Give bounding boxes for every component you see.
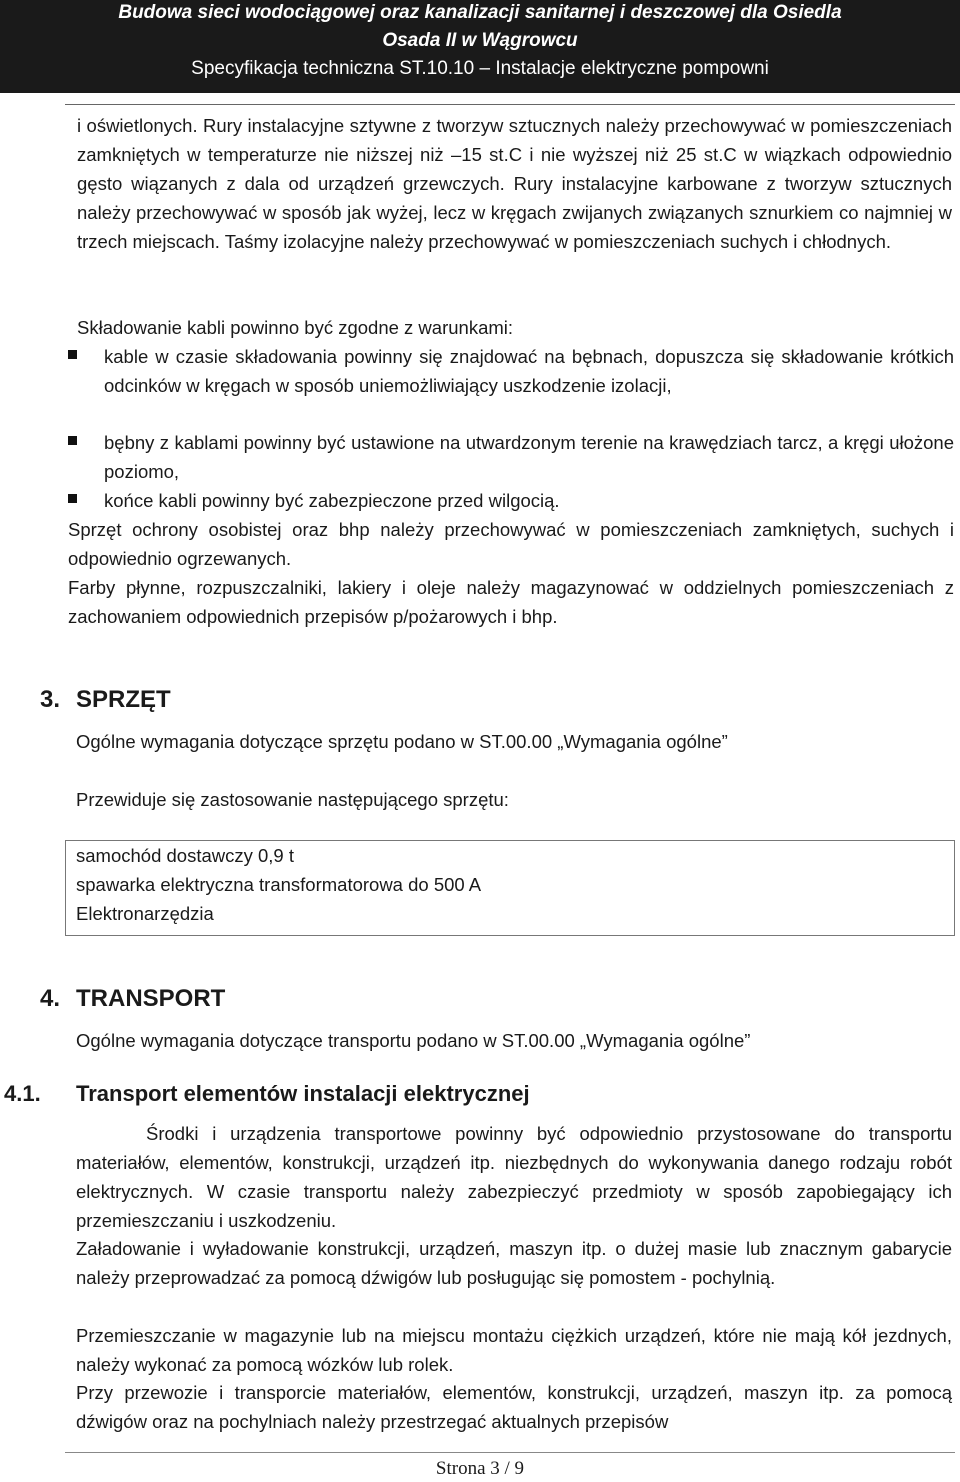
equipment-item: Elektronarzędzia [76, 903, 214, 924]
section-4-number: 4. [40, 985, 61, 1012]
header-project-title: Budowa sieci wodociągowej oraz kanalizacji sanitarnej i deszczowej dla Osiedla [118, 2, 842, 23]
equipment-intro: Przewiduje się zastosowanie następującego sprzętu: [76, 789, 509, 810]
transport-paragraph-1: Środki i urządzenia transportowe powinny być odpowiednio przystosowane do transportu materiałów, elementów, konstrukcji, urządzeń itp. niezbędnych do wykonywania danego rodzaju robót elektrycznych. W czasie transportu należy zabezpieczyć przedmioty w sposób zapobiegający ich przemieszczaniu i uszkodzeniu. [76, 1123, 952, 1231]
equipment-item: samochód dostawczy 0,9 t [76, 845, 294, 866]
subsection-4-1-title: Transport elementów instalacji elektrycznej [76, 1081, 530, 1106]
transport-paragraph-2: Załadowanie i wyładowanie konstrukcji, urządzeń, maszyn itp. o dużej masie lub znacznym gabarycie należy przeprowadzać za pomocą dźwigów lub posługując się pomostem - pochylnią. [76, 1238, 952, 1288]
bullet-square-icon [68, 436, 77, 445]
equipment-item: spawarka elektryczna transformatorowa do 500 A [76, 874, 482, 895]
section-3-general: Ogólne wymagania dotyczące sprzętu podano w ST.00.00 „Wymagania ogólne” [76, 731, 728, 752]
section-4-general: Ogólne wymagania dotyczące transportu podano w ST.00.00 „Wymagania ogólne” [76, 1030, 751, 1051]
bullet-square-icon [68, 350, 77, 359]
cables-intro: Składowanie kabli powinno być zgodne z warunkami: [77, 317, 514, 338]
transport-paragraph-3: Przemieszczanie w magazynie lub na miejscu montażu ciężkich urządzeń, które nie mają kół jezdnych, należy wykonać za pomocą wózków lub rolek. [76, 1325, 952, 1375]
document-header [0, 0, 960, 93]
section-3-title: SPRZĘT [76, 686, 171, 713]
header-spec-title: Specyfikacja techniczna ST.10.10 – Instalacje elektryczne pompowni [191, 58, 769, 79]
storage-paragraph: i oświetlonych. Rury instalacyjne sztywne z tworzyw sztucznych należy przechowywać w pomieszczeniach zamkniętych w temperaturze nie niższej niż –15 st.C i nie wyższej niż 25 st.C w wiązkach odpowiednio gęsto wiązanych z dala od urządzeń grzewczych. Rury instalacyjne karbowane z tworzyw sztucznych należy przechowywać w sposób jak wyżej, lecz w kręgach zwijanych związanych sznurkiem co najmniej w trzech miejscach. Taśmy izolacyjne należy przechowywać w pomieszczeniach suchych i chłodnych. [77, 115, 952, 252]
paints-paragraph: Farby płynne, rozpuszczalniki, lakiery i oleje należy magazynować w oddzielnych pomieszczeniach z zachowaniem odpowiednich przepisów p/pożarowych i bhp. [68, 577, 954, 627]
section-4-title: TRANSPORT [76, 985, 226, 1012]
ppe-paragraph: Sprzęt ochrony osobistej oraz bhp należy przechowywać w pomieszczeniach zamkniętych, suchych i odpowiednio ogrzewanych. [68, 519, 954, 569]
list-item: bębny z kablami powinny być ustawione na utwardzonym terenie na krawędziach tarcz, a kręgi ułożone poziomo, [104, 432, 954, 482]
section-3-number: 3. [40, 686, 61, 713]
transport-paragraph-4: Przy przewozie i transporcie materiałów, elementów, konstrukcji, urządzeń, maszyn itp. za pomocą dźwigów oraz na pochylniach należy przestrzegać aktualnych przepisów [76, 1382, 952, 1432]
header-divider [65, 104, 955, 105]
footer-divider [65, 1452, 955, 1453]
subsection-4-1-number: 4.1. [4, 1081, 41, 1106]
header-location: Osada II w Wągrowcu [382, 30, 578, 51]
list-item: końce kabli powinny być zabezpieczone przed wilgocią. [104, 490, 560, 511]
list-item: kable w czasie składowania powinny się znajdować na bębnach, dopuszcza się składowanie krótkich odcinków w kręgach w sposób uniemożliwiający uszkodzenie izolacji, [104, 346, 954, 396]
page-number: Strona 3 / 9 [435, 1458, 525, 1479]
bullet-square-icon [68, 494, 77, 503]
